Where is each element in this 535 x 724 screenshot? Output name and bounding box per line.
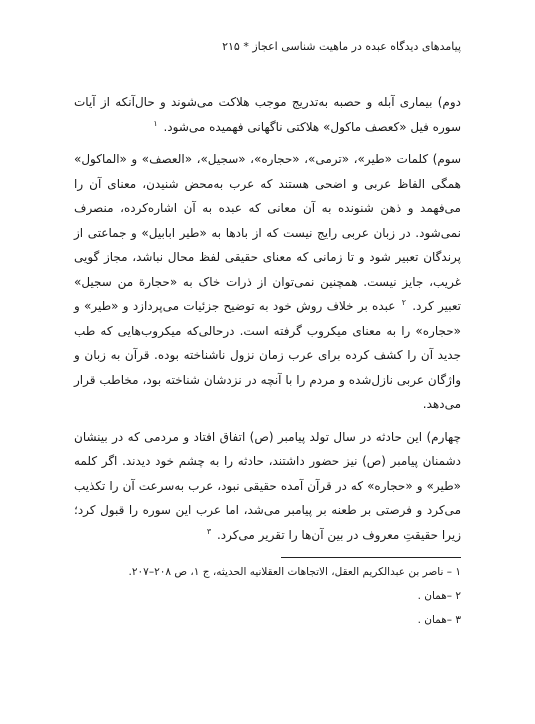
paragraph-text: سوم) کلمات «طیر»، «ترمی»، «حجاره»، «سجیل»، «العصف» و «الماکول» همگی الفاظ عربی و اضحی هستند که عرب به‌محض شنیدن، معنای آن را می‌فهمد و ذهن شنونده به آن معانی که عبده به آن اشاره‌کرده، منصرف نمی‌شود. در زبان عربی رایج نیست که از بادها به «طیر ابابیل» و جماعتی از پرندگان تعبیر شود و تا زمانی که معنای حقیقی لفظ محال نباشد، مجاز گویی غریب، جایز نیست. همچنین نمی‌توان از ذرات خاک به «حجارة من سجیل» تعبیر کرد. <box>74 152 461 313</box>
paragraph-fourth-point <box>74 425 461 548</box>
paragraph-second-point <box>74 90 461 139</box>
footnote-item: ۳ –همان . <box>417 614 461 626</box>
footnote-item: ۲ –همان . <box>417 590 461 602</box>
paragraph-text: دوم) بیماری آبله و حصبه به‌تدریج موجب هلاکت می‌شوند و حال‌آنکه از آیات سوره فیل «کعصف ماکول» هلاکتی ناگهانی فهمیده می‌شود. <box>74 95 461 134</box>
body-text <box>74 90 461 547</box>
footnote-item: ۱ – ناصر بن عبدالکریم العقل، الاتجاهات العقلانیه الحدیثه، ج ۱، ص ۲۰۸–۲۰۷. <box>128 566 461 578</box>
footnote-reference[interactable]: ۲ <box>401 298 406 307</box>
paragraph-third-point <box>74 147 461 417</box>
paragraph-text-continued: عبده بر خلاف روش خود به توضیح جزئیات می‌پردازد و «طیر» و «حجاره» را به معنای میکروب گرفته است. درحالی‌که میکروب‌هایی که طب جدید آن را کشف کرده برای عرب زمان نزول ناشناخته بوده. قرآن به زبان و واژگان عربی نازل‌شده و مردم را با آنچه در نزدشان شناخته بود، مخاطب قرار می‌دهد. <box>74 299 461 411</box>
footnotes-section <box>71 565 461 637</box>
footnote-reference[interactable]: ۳ <box>206 526 212 536</box>
footnote-reference[interactable]: ۱ <box>153 118 158 128</box>
footnote-divider <box>281 557 461 558</box>
running-header: پیامدهای دیدگاه عبده در ماهیت شناسی اعجاز * ۲۱۵ <box>222 40 461 53</box>
paragraph-text: چهارم) این حادثه در سال تولد پیامبر (ص) اتفاق افتاد و مردمی که در بینشان دشمنان پیامبر (ص) نیز حضور داشتند، حادثه را به چشم خود دیدند. اگر کلمه «طیر» و «حجاره» که در قرآن آمده حقیقی نبود، عرب به‌سرعت آن را تکذیب می‌کرد و فرصتی بر طعنه بر پیامبر می‌شد، اما عرب این سوره را قبول کرد؛ زیرا حقیقتِ معروف در بین آن‌ها را تقریر می‌کرد. <box>74 429 461 542</box>
